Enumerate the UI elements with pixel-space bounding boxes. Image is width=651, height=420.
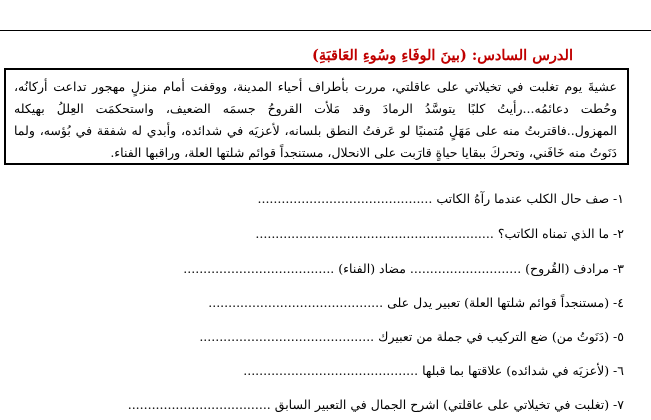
question-2	[255, 225, 624, 243]
question-3	[183, 260, 624, 278]
question-6	[243, 362, 624, 380]
answer-line: ............................................	[208, 295, 384, 310]
question-text: ١- صف حال الكلب عندما رآهُ الكاتب	[436, 191, 624, 206]
question-5	[199, 328, 624, 346]
reading-passage: عشيةَ يوم تغلبت في تخيلاتي على عاقلتي، مررت بأطراف أحياء المدينة، ووقفت أمام منزلٍ مهجور تداعت أركانُه، وحُطت دعائمُه...رأيتُ كلبًا يتوسَّدُ الرمادَ وقد مَلأت القروحُ جسمَه الضعيف، واستحكمَت العِللُ بهيكله المهزول..فاقتربتُ منه على مَهَلٍ مُتمنيًا لو عَرفتُ النطق بلسانه، لأعزيَه في شدائده، وأبدي له شفقة في بُؤسه، ولما دَنَوتُ منه خَافَني، وتحركَ ببقايا حياةٍ قارَبت على الانحلال، مستنجداً قوائم شلتها العلة، وراقبها الفناء.	[4, 68, 629, 165]
answer-line: ............................................	[243, 363, 419, 378]
answer-line: ............................................	[257, 191, 433, 206]
lesson-title: الدرس السادس: (بينَ الوفَاءِ وسُوءِ العَاقبَةِ)	[312, 47, 573, 64]
question-text: ٣- مرادف (القُروح) ............................ مضاد (الفناء) ......................................	[183, 261, 624, 276]
question-text: ٥- (دَنَوتُ من) ضع التركيب في جملة من تعبيرك	[378, 329, 624, 344]
question-4	[208, 294, 624, 312]
question-1	[258, 190, 624, 208]
answer-line: ............................................	[199, 329, 375, 344]
question-text: ٢- ما الذي تمناه الكاتب؟	[497, 226, 624, 241]
question-7	[128, 396, 624, 414]
answer-line: ............................................................	[255, 226, 494, 241]
question-text: ٦- (لأعزيَه في شدائده) علاقتها بما قبلها	[422, 363, 624, 378]
question-text: ٤- (مستنجداً قوائم شلتها العلة) تعبير يدل على	[387, 295, 624, 310]
answer-line: ....................................	[127, 397, 271, 412]
question-text: ٧- (تغلبت في تخيلاتي على عاقلتي) اشرح الجمال في التعبير السابق	[274, 397, 624, 412]
